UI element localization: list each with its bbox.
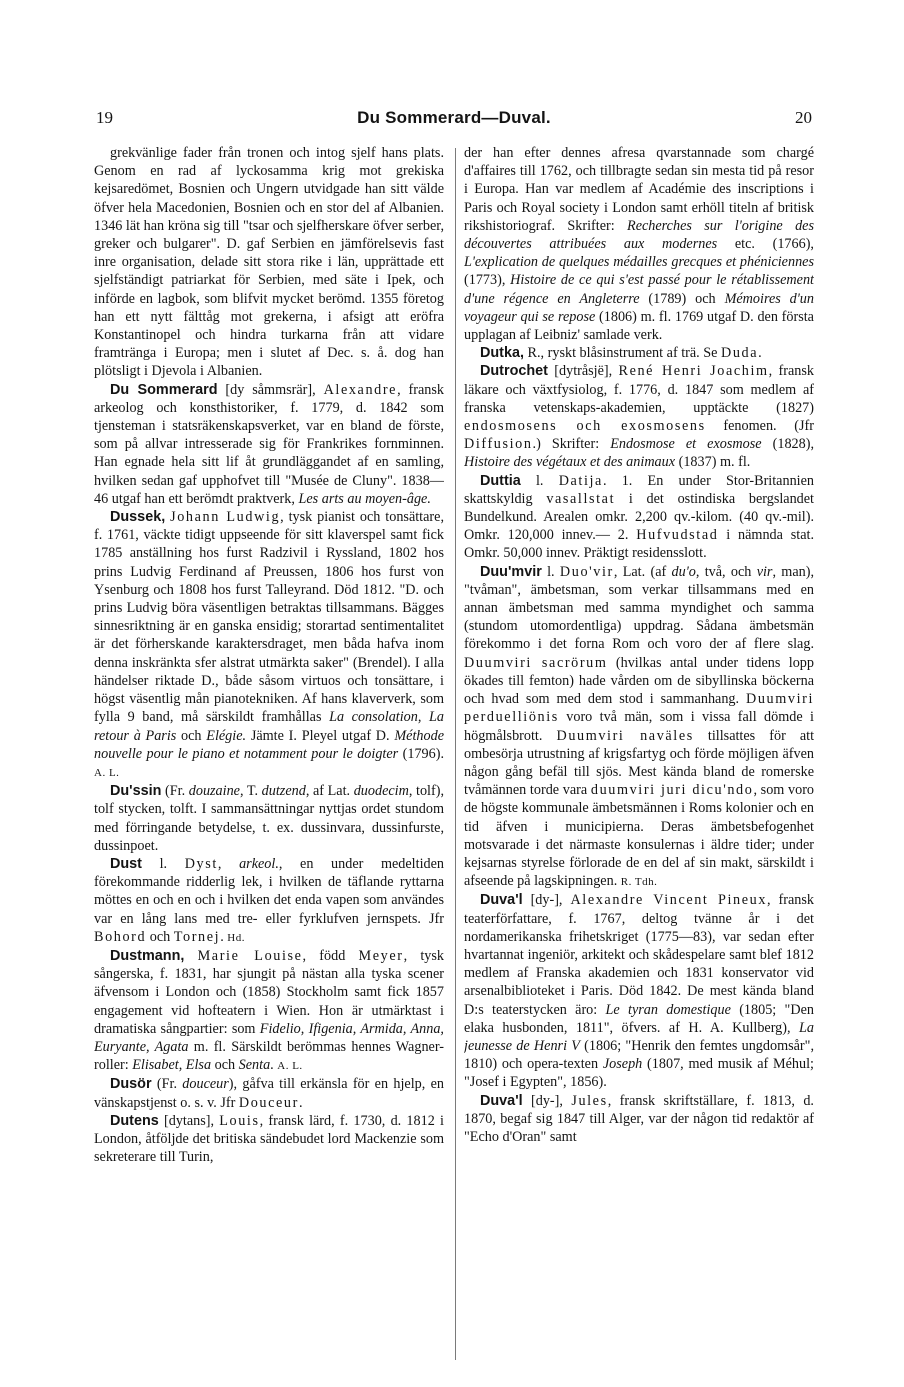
entry-text: , som voro de högste kommunale ämbetsmännen i Roms kolonier och en tid äfven i municipierna. Deras ämbetsbefogenhet motsvarade i det närmaste konsulernas i äldre tider; under kejsarnas styrelse förlorade de en del af sin makt, särskildt i afseende på lagskipningen.: [464, 782, 814, 890]
italic-text: Mémoires d'un voyageur qui se repose: [464, 290, 814, 325]
entry-headword: Duttia: [480, 472, 521, 489]
entry-text: l.: [541, 563, 560, 580]
entry-text: och: [146, 928, 174, 945]
entry-text: fenomen. (Jfr: [705, 418, 814, 435]
page-number-right: 20: [795, 108, 812, 127]
entry-text: [dy såmmsrär],: [217, 381, 324, 398]
dictionary-entry: [464, 891, 814, 1091]
spaced-emphasis: Duda: [721, 345, 759, 362]
dictionary-entry: [94, 947, 444, 1075]
entry-text: [dytråsjë],: [547, 363, 619, 380]
entry-text: , fransk lärd, f. 1730, d. 1812 i London, åtföljde det britiska sändebudet lord Mackenzie som sekreterare till Turin,: [94, 1112, 444, 1166]
author-signature: R. Tdh.: [620, 876, 658, 889]
entry-text: (1837) m. fl.: [675, 454, 751, 471]
left-column: [94, 144, 444, 1364]
entry-text: Jämte I. Pleyel utgaf D.: [246, 727, 395, 744]
dictionary-entry: [94, 508, 444, 782]
dictionary-entry: [94, 1112, 444, 1167]
dictionary-entry: [464, 344, 814, 362]
dictionary-entry: [94, 381, 444, 508]
column-divider: [455, 148, 456, 1360]
entry-headword: Duva'l: [480, 1092, 523, 1109]
entry-text: (1805; "Den elaka husbonden, 1811", öfvers. af H. A. Kullberg),: [464, 1001, 814, 1036]
entry-text: , T.: [239, 783, 262, 800]
entry-text: l.: [520, 472, 559, 489]
italic-text: Histoire des végétaux et des animaux: [464, 454, 676, 471]
italic-text: Endosmose et exosmose: [610, 436, 762, 453]
italic-text: Les arts au moyen-âge.: [298, 490, 431, 507]
entry-headword: Dusör: [110, 1076, 152, 1093]
entry-text: .) Skrifter:: [532, 436, 611, 453]
entry-text: . 1. En under Stor-Britannien skattskyldig: [464, 472, 814, 507]
dictionary-entry: [94, 782, 444, 855]
italic-text: Joseph: [602, 1056, 643, 1073]
entry-headword: Dussek,: [110, 509, 166, 526]
entry-headword: Dutka,: [480, 345, 524, 362]
italic-text: douzaine: [188, 783, 240, 800]
dictionary-entry: [94, 855, 444, 947]
entry-text: (Fr.: [161, 783, 189, 800]
continued-paragraph: [464, 144, 814, 344]
entry-headword: Dutens: [110, 1112, 159, 1129]
italic-text: duodecim: [353, 783, 409, 800]
spaced-emphasis: Meyer: [358, 947, 404, 964]
running-title: Du Sommerard—Duval.: [357, 108, 551, 127]
entry-text: (1806; "Henrik den femtes ungdomsår", 1810) och opera-texten: [464, 1037, 814, 1073]
spaced-emphasis: Johann Ludwig: [170, 509, 281, 526]
entry-text: voro två män, som i vissa fall dömde i högmålsbrott.: [464, 709, 814, 744]
italic-text: La consolation, La retour à Paris: [94, 709, 444, 744]
entry-text: , en under medeltiden förekommande ridderlig lek, i hvilken de täflande ryttarna möttes en och en och i hvilken det enda vapen som användes var en lång lans med tre- eller fyrklufven jernspets. Jfr: [94, 855, 444, 927]
author-signature: Hd.: [227, 931, 245, 944]
dictionary-entry: [464, 472, 814, 563]
author-signature: A. L.: [277, 1060, 303, 1073]
entry-text: , tolf), tolf stycken, tolft. I sammansättningar nyttjas ordet stundom med förringande betydelse, t. ex. dussinvara, dussinfurste, dussinpoet.: [94, 783, 444, 854]
page-number-left: 19: [96, 108, 113, 127]
entry-text: , född: [302, 947, 359, 964]
entry-text: [184, 948, 197, 964]
entry-headword: Du Sommerard: [110, 381, 218, 398]
running-header: [96, 108, 812, 136]
entry-text: , fransk arkeolog och konsthistoriker, f. 1779, d. 1842 som tjensteman i statsräkenskapsverket, var en bland de förste, som på allvar intresserade sig för Frankrikes fornminnen. Han egnade hela sitt lif åt grundläggandet af en samling, hvilken sedan gaf upphofvet till "Musée de Cluny". 1838—46 utgaf han ett berömdt praktverk,: [94, 381, 444, 507]
entry-text: (1807, med musik af Méhul; "Josef i Egypten", 1856).: [464, 1056, 814, 1091]
entry-text: och: [211, 1057, 239, 1074]
spaced-emphasis: Duumviri sacrörum: [464, 654, 608, 671]
italic-text: Méthode nouvelle pour le piano et notamment pour le doigter: [94, 727, 444, 762]
spaced-emphasis: Hufvudstad: [636, 527, 719, 544]
entry-text: [dy-],: [522, 1092, 572, 1109]
italic-text: douceur: [182, 1076, 229, 1093]
entry-text: , tysk pianist och tonsättare, f. 1761, väckte tidigt uppseende för sitt klaverspel samt fick 1785 anställning hos furst Radzivil i Ryssland, 1802 hos prins Ludvig Ferdinand af Preussen, 1806 hos furst von Ysenburg och 1808 hos furst Talleyrand. Död 1812. "D. och prins Ludvig böra väsentligen betraktas tillsammans. Bägges sinnesriktning är en ganska ensidig; storartad sentimentalitet är det förherskande karaktersdraget, men båda hafva inom denna inskränkta sfer alstrat utmärkta saker" (Brendel). I alla händelser riktade D., både såsom virtuos och tonsättare, i högst väsentlig mån pianotekniken. Af hans klaververk, som fylla 9 band, må särskildt framhållas: [94, 509, 444, 726]
spaced-emphasis: Dyst: [184, 855, 218, 872]
italic-text: Senta: [238, 1057, 271, 1074]
entry-headword: Dutrochet: [480, 363, 548, 380]
entry-text: ), gåfva till erkänsla för en hjelp, en vänskapstjenst o. s. v. Jfr: [94, 1076, 444, 1111]
spaced-emphasis: Duo'vir: [559, 563, 614, 580]
spaced-emphasis: Duumviri naväles: [556, 727, 694, 744]
spaced-emphasis: Jules: [571, 1092, 608, 1109]
entry-text: .: [220, 928, 228, 945]
spaced-emphasis: Marie Louise: [197, 947, 303, 964]
dictionary-entry: [464, 362, 814, 471]
entry-headword: Duu'mvir: [480, 563, 542, 580]
entry-text: (1796).: [398, 745, 444, 762]
entry-text: .: [298, 1094, 303, 1111]
entry-text: i nämnda stat. Omkr. 50,000 innev. Präktigt residensslott.: [464, 527, 814, 562]
italic-text: La jeunesse de Henri V: [464, 1019, 814, 1054]
entry-text: l.: [141, 855, 185, 872]
spaced-emphasis: René Henri Joachim: [618, 363, 769, 380]
entry-text: , Lat. (af: [613, 563, 672, 580]
italic-text: vir: [756, 563, 773, 580]
entry-text: (1773),: [464, 272, 511, 289]
entry-text: och: [176, 727, 207, 744]
spaced-emphasis: Douceur: [238, 1094, 299, 1111]
spaced-emphasis: Alexandre: [323, 381, 398, 398]
author-signature: A. L.: [94, 766, 120, 779]
italic-text: Elégie.: [206, 727, 247, 744]
dictionary-entry: [94, 144, 444, 381]
italic-text: Le tyran domestique: [605, 1001, 731, 1018]
entry-text: [dy-],: [522, 892, 571, 909]
entry-headword: Du'ssin: [110, 783, 162, 800]
spaced-emphasis: duumviri juri dicu'ndo: [590, 782, 754, 799]
italic-text: Fidelio, Ifigenia, Armida, Anna, Euryante, Agata: [94, 1020, 444, 1055]
entry-text: (1806) m. fl. 1769 utgaf D. den första upplagan af Leibniz' samlade verk.: [464, 308, 814, 344]
spaced-emphasis: Duumviri perduelliönis: [464, 691, 814, 726]
entry-text: , fransk skriftställare, f. 1813, d. 1870, begaf sig 1847 till Alger, var der någon tid redaktör af "Echo d'Oran" samt: [464, 1092, 814, 1145]
entry-text: (1789) och: [639, 290, 725, 307]
right-column: [464, 144, 814, 1364]
entry-headword: Duva'l: [480, 892, 523, 909]
entry-text: , tysk sångerska, f. 1831, har sjungit på nästan alla tyska scener äfvensom i London och (1858) Stockholm samt fick 1857 engagement vid hofteatern i Wien. Hon är utmärktast i dramatiska sångpartier: som: [94, 947, 444, 1037]
entry-text: (Fr.: [151, 1076, 183, 1093]
entry-text: (1828),: [761, 436, 814, 453]
entry-text: grekvänlige fader från tronen och intog sjelf hans plats. Genom en rad af lyckosamma krig mot grekiska kejsaredömet, Bosnien och Ungern utvidgade han sitt välde öfver hela Macedonien, Bosnien och en stor del af Albanien. 1346 lät han kröna sig till "tsar och sjelfherskare öfver serber, greker och bulgarer". D. gaf Serbien en jämförelsevis fast inre organisation, delade sitt stora rike i län, upprättade ett sjelfständigt patriarkat för Serbien, med säte i Ipek, och införde en lagbok, som blifvit mycket berömd. 1355 företog han ett nytt fälttåg mot grekerna, i afsigt att eröfra Konstantinopel och hindra turkarna från att vidare framtränga i Europa; men i slutet af Dec. s. å. dog han plötsligt i Djevola i Albanien.: [94, 145, 444, 380]
dictionary-entry: [464, 563, 814, 892]
dictionary-entry: [464, 1092, 814, 1147]
entry-text: etc. (1766),: [717, 236, 814, 253]
spaced-emphasis: Alexandre Vincent Pineux: [570, 892, 768, 909]
entry-text: i det ostindiska bergslandet Bundelkund. Arealen omkr. 2,200 qv.-kilom. (40 qv.-mil). Omkr. 120,000 innev.— 2.: [464, 490, 814, 544]
italic-text: Recherches sur l'origine des découvertes attribuées aux modernes: [464, 217, 814, 253]
spaced-emphasis: endosmosens och exosmosens: [464, 418, 706, 435]
spaced-emphasis: Diffusion: [464, 436, 533, 453]
italic-text: Histoire de ce qui s'est passé pour le rétablissement d'une régence en Angleterre: [464, 272, 814, 307]
spaced-emphasis: Louis: [219, 1112, 260, 1129]
italic-text: L'explication de quelques médailles grecques et phéniciennes: [464, 254, 814, 271]
entry-text: [dytans],: [158, 1112, 220, 1129]
italic-text: Elisabet, Elsa: [132, 1057, 212, 1074]
entry-text: .: [270, 1057, 278, 1074]
spaced-emphasis: Bohord: [94, 928, 147, 945]
entry-text: , af Lat.: [305, 783, 354, 800]
italic-text: du'o: [671, 563, 696, 580]
entry-text: ,: [217, 855, 240, 872]
entry-headword: Dust: [110, 855, 142, 872]
spaced-emphasis: Tornej: [173, 928, 221, 945]
entry-text: , två, och: [695, 563, 757, 580]
italic-text: dutzend: [261, 783, 306, 800]
entry-text: , fransk läkare och växtfysiolog, f. 1776, d. 1847 som medlem af franska vetenskaps-akademien, upptäckte (1827): [464, 363, 814, 416]
entry-text: , fransk teaterförfattare, f. 1767, deltog tvänne år i det nordamerikanska frihetskriget (1775—83), var sedan efter hvartannat ingeniör, arkitekt och skådespelare samt blef 1812 medlem af Franska akademien och 1831 konservator vid arsenalbiblioteket i Paris. Död 1842. De mest kända bland D:s teaterstycken äro:: [464, 892, 814, 1018]
entry-text: , man), "tvåman", ämbetsman, som verkar tillsammans med en annan ämbetsman med samma myndighet och samma (stundom utomordentliga) uppdrag. Sådana ämbetsmän förekommo i det forna Rom och voro der af flere slag.: [464, 563, 814, 653]
entry-text: R., ryskt blåsinstrument af trä. Se: [523, 345, 722, 362]
spaced-emphasis: Datija: [558, 472, 603, 489]
entry-text: (hvilkas antal under tidens lopp ökades till femton) hade vården om de sibyllinska böckerna och hvad som med dem stod i sammanhang.: [464, 654, 814, 708]
entry-text: der han efter dennes afresa qvarstannade som chargé d'affaires till 1762, och tillbragte sedan sin mesta tid på resor i Europa. Han var medlem af Académie des inscriptions i Paris och Royal society i London samt erhöll titeln af britisk rikshistoriograf. Skrifter:: [464, 145, 814, 234]
entry-headword: Dustmann,: [110, 947, 185, 964]
entry-text: m. fl. Särskildt berömmas hennes Wagner-roller:: [94, 1038, 444, 1074]
dictionary-entry: [94, 1075, 444, 1111]
entry-text: tillsattes för att ombesörja utrustning af krigsfartyg och förde möjligen äfven någon gång befäl till sjös. Mest kända bland de romerske tvåmännen torde vara: [464, 727, 814, 799]
italic-text: arkeol.: [239, 855, 279, 872]
entry-text: .: [758, 345, 762, 362]
spaced-emphasis: vasallstat: [546, 490, 616, 507]
